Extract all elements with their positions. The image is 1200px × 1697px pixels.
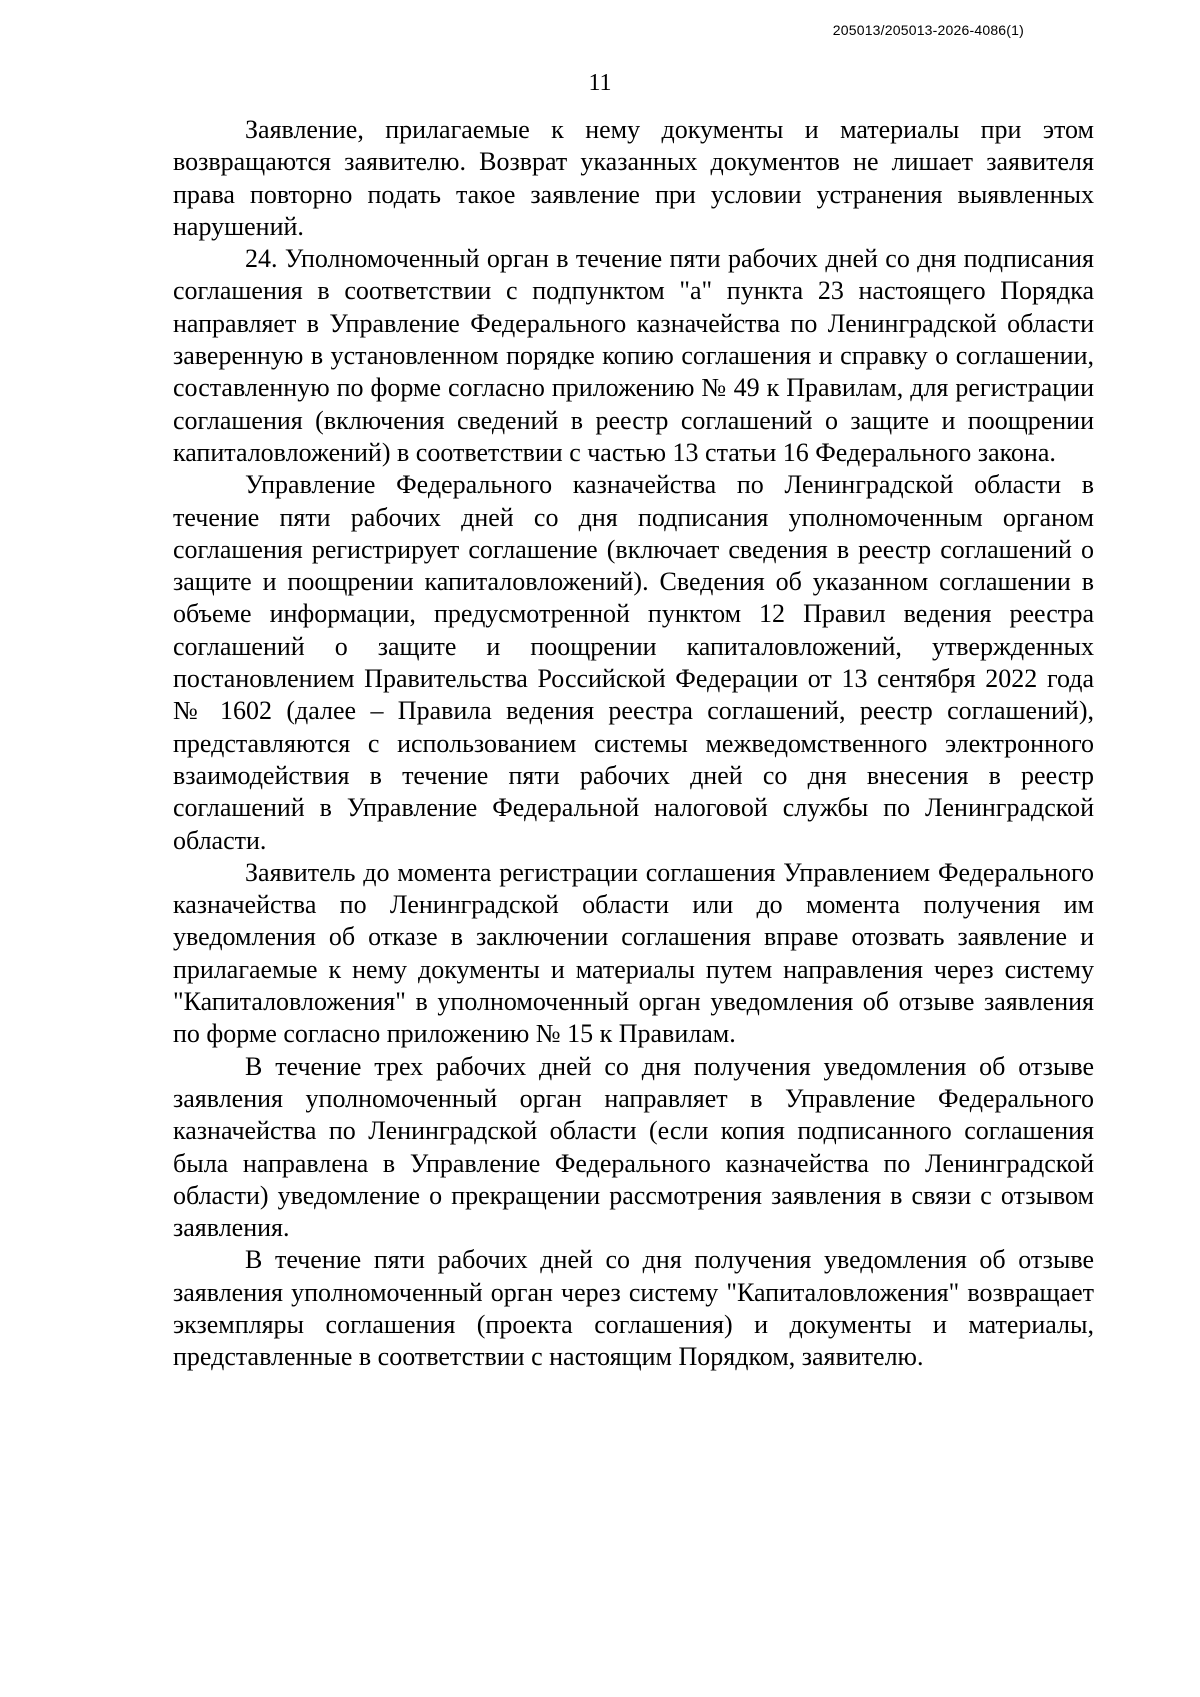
paragraph-treasury-registration: Управление Федерального казначейства по Ленинградской области в течение пяти рабочих дней со дня подписания уполномоченным органом соглашения регистрирует соглашение (включает сведения в реестр соглашений о защите и поощрении капиталовложений). Сведения об указанном соглашении в объеме информации, предусмотренной пунктом 12 Правил ведения реестра соглашений о защите и поощрении капиталовложений, утвержденных постановлением Правительства Российской Федерации от 13 сентября 2022 года № 1602 (далее – Правила ведения реестра соглашений, реестр соглашений), представляются с использованием системы межведомственного электронного взаимодействия в течение пяти рабочих дней со дня внесения в реестр соглашений в Управление Федеральной налоговой службы по Ленинградской области. [173, 470, 1094, 855]
paragraph-applicant-withdrawal: Заявитель до момента регистрации соглашения Управлением Федерального казначейства по Ленинградской области или до момента получения им уведомления об отказе в заключении соглашения вправе отозвать заявление и прилагаемые к нему документы и материалы путем направления через систему "Капиталовложения" в уполномоченный орган уведомления об отзыве заявления по форме согласно приложению № 15 к Правилам. [173, 857, 1094, 1049]
page-number: 11 [588, 70, 612, 96]
paragraph-documents-return: В течение пяти рабочих дней со дня получения уведомления об отзыве заявления уполномоченный орган через систему "Капиталовложения" возвращает экземпляры соглашения (проекта соглашения) и документы и материалы, представленные в соответствии с настоящим Порядком, заявителю. [173, 1245, 1094, 1372]
document-registration-number: 205013/205013-2026-4086(1) [832, 22, 1024, 38]
document-body [173, 114, 1094, 1374]
paragraph-withdrawal-notice: В течение трех рабочих дней со дня получения уведомления об отзыве заявления уполномоченный орган направляет в Управление Федерального казначейства по Ленинградской области (если копия подписанного соглашения была направлена в Управление Федерального казначейства по Ленинградской области) уведомление о прекращении рассмотрения заявления в связи с отзывом заявления. [173, 1051, 1094, 1243]
paragraph-item-24: 24. Уполномоченный орган в течение пяти рабочих дней со дня подписания соглашения в соответствии с подпунктом "а" пункта 23 настоящего Порядка направляет в Управление Федерального казначейства по Ленинградской области заверенную в установленном порядке копию соглашения и справку о соглашении, составленную по форме согласно приложению № 49 к Правилам, для регистрации соглашения (включения сведений в реестр соглашений о защите и поощрении капиталовложений) в соответствии с частью 13 статьи 16 Федерального закона. [173, 244, 1094, 467]
paragraph-application-return: Заявление, прилагаемые к нему документы и материалы при этом возвращаются заявителю. Возврат указанных документов не лишает заявителя права повторно подать такое заявление при условии устранения выявленных нарушений. [173, 115, 1094, 241]
